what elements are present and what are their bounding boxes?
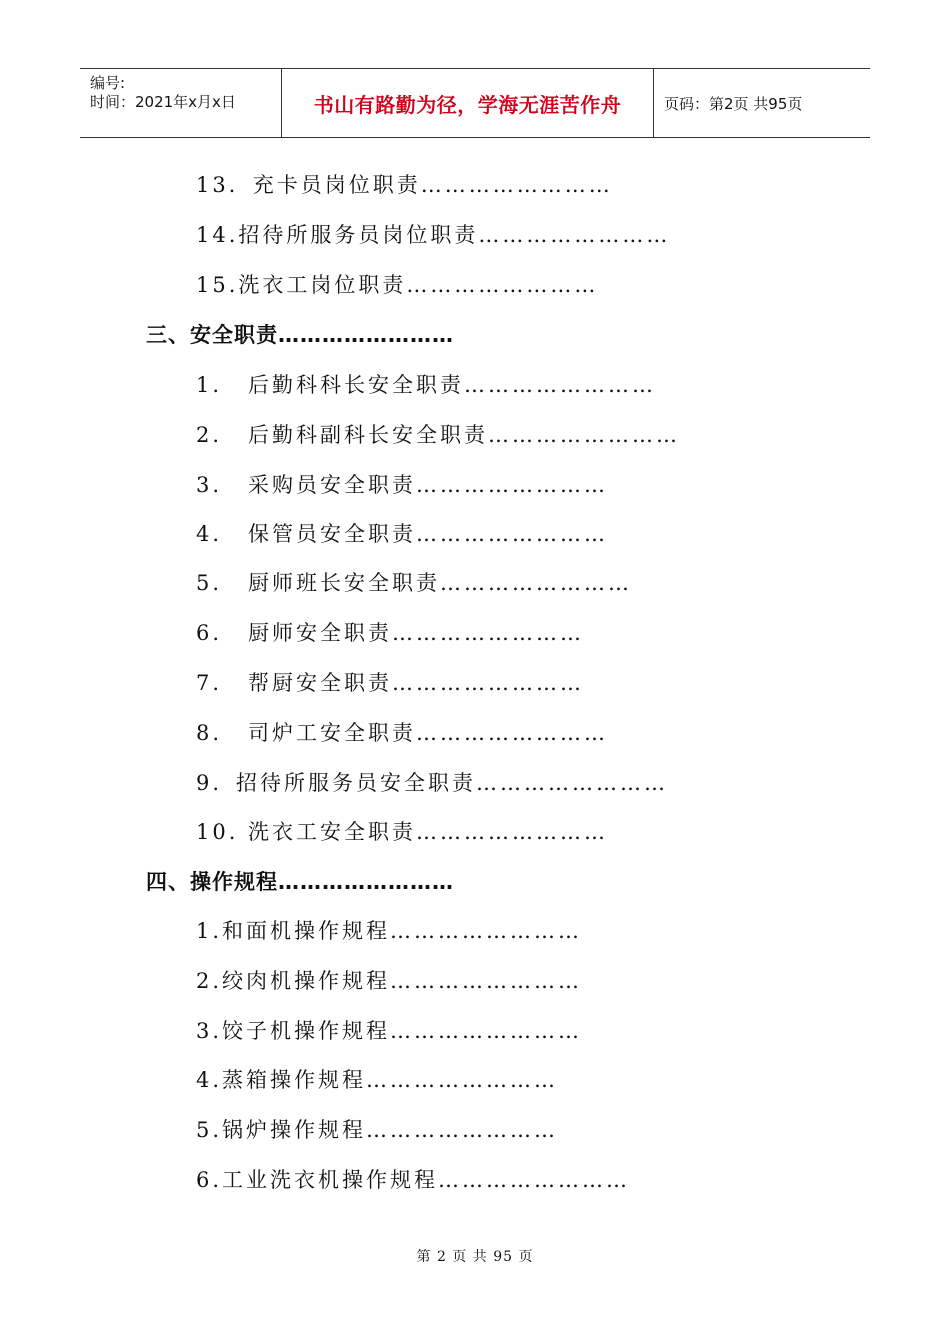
toc-item-leader: …………………… — [438, 1168, 631, 1192]
toc-item-leader: …………………… — [420, 173, 613, 197]
toc-item-leader: …………………… — [392, 621, 584, 645]
page-header — [80, 68, 870, 138]
toc-item-leader: …………………… — [488, 423, 680, 447]
toc-item — [196, 568, 632, 598]
toc-item-text: 充卡员岗位职责 — [252, 173, 421, 197]
toc-item-number: 14. — [196, 223, 239, 247]
toc-item-leader: …………………… — [392, 671, 584, 695]
toc-item-text: 厨师安全职责 — [248, 621, 392, 645]
toc-item-leader: …………………… — [416, 721, 608, 745]
toc-item-number: 1. — [196, 373, 223, 397]
toc-item-number: 15. — [196, 273, 239, 297]
toc-section-leader: …………………… — [278, 323, 454, 347]
toc-item-leader: …………………… — [416, 473, 608, 497]
toc-item-leader: …………………… — [390, 1019, 583, 1043]
toc-section-heading — [146, 320, 454, 350]
toc-item — [196, 370, 656, 400]
toc-item — [196, 1065, 558, 1095]
toc-item-leader: …………………… — [390, 969, 583, 993]
toc-item — [196, 1165, 630, 1195]
toc-item-text: 和面机操作规程 — [222, 919, 391, 943]
toc-item-number: 1. — [196, 919, 223, 943]
toc-item-number: 7. — [196, 671, 223, 695]
page-info-text: 页码：第2页 共95页 — [664, 94, 803, 113]
header-motto-cell — [282, 69, 654, 137]
number-label: 编号: — [90, 74, 126, 92]
toc-item-leader: …………………… — [478, 223, 671, 247]
toc-item-text: 洗衣工岗位职责 — [238, 273, 407, 297]
toc-item-number: 3. — [196, 1019, 223, 1043]
toc-section-text: 操作规程 — [190, 870, 278, 894]
toc-item-text: 洗衣工安全职责 — [248, 820, 416, 844]
toc-item-text: 保管员安全职责 — [248, 522, 416, 546]
toc-section-heading — [146, 867, 454, 897]
footer-page-number: 第 2 页 共 95 页 — [416, 1249, 534, 1265]
toc-item-number: 5. — [196, 571, 223, 595]
toc-item-text: 司炉工安全职责 — [248, 721, 416, 745]
toc-item-text: 蒸箱操作规程 — [222, 1068, 367, 1092]
toc-item-text: 饺子机操作规程 — [222, 1019, 391, 1043]
toc-item-text: 工业洗衣机操作规程 — [222, 1168, 439, 1192]
toc-item-number: 6. — [196, 1168, 223, 1192]
toc-item — [196, 519, 608, 549]
date-line: 时间：2021年x月x日 — [90, 93, 236, 111]
toc-item-text: 锅炉操作规程 — [222, 1118, 367, 1142]
header-meta — [80, 69, 282, 137]
page-footer — [0, 1246, 950, 1266]
toc-section-leader: …………………… — [278, 870, 454, 894]
toc-item-leader: …………………… — [476, 771, 668, 795]
toc-item-number: 10. — [196, 820, 239, 844]
toc-item — [196, 916, 582, 946]
toc-item-leader: …………………… — [464, 373, 656, 397]
toc-item-number: 2. — [196, 423, 223, 447]
toc-item-number: 13． — [196, 173, 253, 197]
toc-item-number: 6. — [196, 621, 223, 645]
toc-item-text: 后勤科副科长安全职责 — [248, 423, 488, 447]
toc-item-text: 采购员安全职责 — [248, 473, 416, 497]
toc-item-number: 2. — [196, 969, 223, 993]
toc-item — [196, 170, 613, 200]
toc-item-leader: …………………… — [366, 1068, 559, 1092]
toc-section-number: 四、 — [146, 870, 190, 894]
toc-item-text: 绞肉机操作规程 — [222, 969, 391, 993]
toc-item-leader: …………………… — [366, 1118, 559, 1142]
toc-item — [196, 470, 608, 500]
toc-item — [196, 270, 598, 300]
toc-item-text: 帮厨安全职责 — [248, 671, 392, 695]
toc-item-number: 4. — [196, 1068, 223, 1092]
toc-item — [196, 220, 670, 250]
toc-item — [196, 966, 582, 996]
toc-item-leader: …………………… — [440, 571, 632, 595]
toc-item-text: 招待所服务员安全职责 — [236, 771, 476, 795]
toc-item-number: 3. — [196, 473, 223, 497]
toc-item-leader: …………………… — [406, 273, 599, 297]
toc-item-leader: …………………… — [390, 919, 583, 943]
toc-item — [196, 768, 668, 798]
toc-item-number: 8. — [196, 721, 223, 745]
toc-item — [196, 1115, 558, 1145]
toc-item-leader: …………………… — [416, 522, 608, 546]
toc-item — [196, 817, 608, 847]
toc-item-leader: …………………… — [416, 820, 608, 844]
toc-item-number: 9. — [196, 771, 223, 795]
toc-item-text: 厨师班长安全职责 — [248, 571, 440, 595]
toc-item — [196, 668, 584, 698]
motto-text: 书山有路勤为径，学海无涯苦作舟 — [313, 92, 622, 117]
toc-section-text: 安全职责 — [190, 323, 278, 347]
toc-item — [196, 718, 608, 748]
toc-item-number: 4. — [196, 522, 223, 546]
toc-item-number: 5. — [196, 1118, 223, 1142]
toc-section-number: 三、 — [146, 323, 190, 347]
toc-item — [196, 1016, 582, 1046]
toc-item — [196, 420, 680, 450]
toc-item-text: 招待所服务员岗位职责 — [238, 223, 479, 247]
header-page-info — [654, 69, 870, 137]
toc-item-text: 后勤科科长安全职责 — [248, 373, 464, 397]
toc-item — [196, 618, 584, 648]
